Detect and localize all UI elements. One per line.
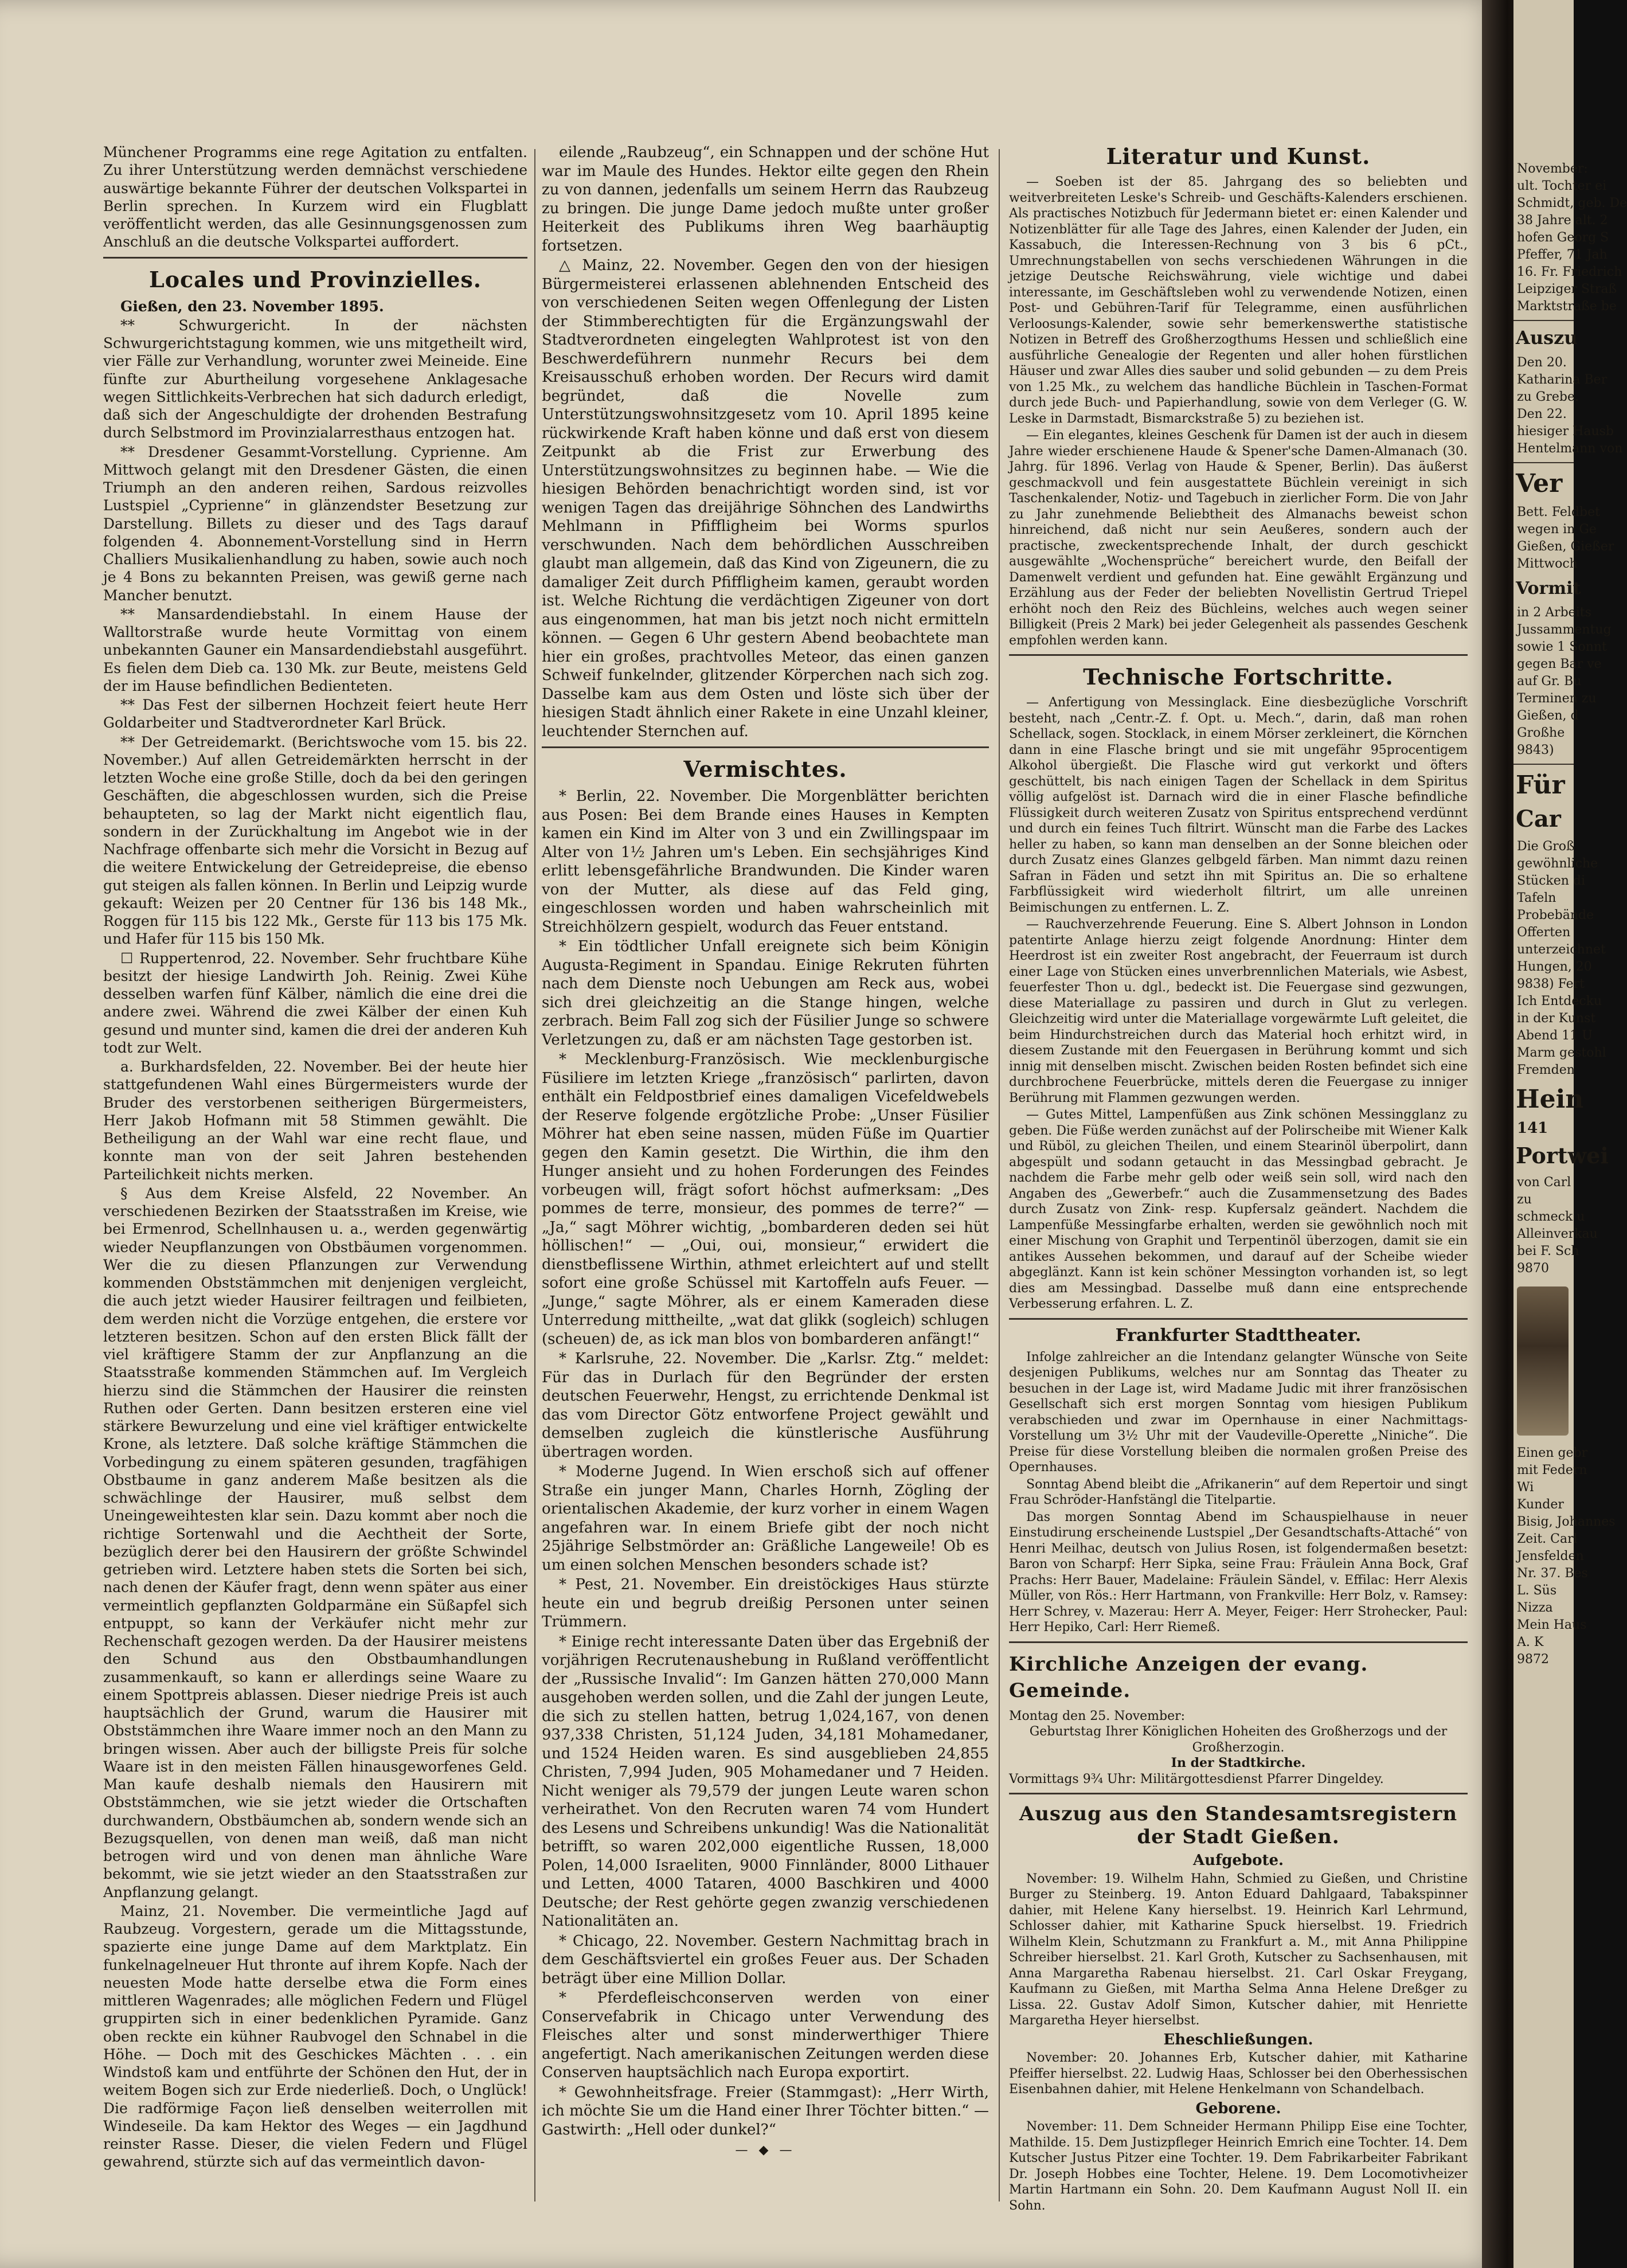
strip-heading: Ver bbox=[1516, 469, 1563, 498]
strip-heading: Für bbox=[1516, 771, 1565, 800]
strip-text-line: 9838) Fert bbox=[1517, 977, 1585, 991]
article-paragraph: * Moderne Jugend. In Wien erschoß sich auf offener Straße ein junger Mann, Charles Hornh, Zögling der orientalischen Akademie, der kurz vorher in einem Wagen angefahren war. In einem Briefe gibt der noch nicht 25jährige Selbstmörder an: Gräßliche Langeweile! Ob es um einen solchen Menschen besonders schade ist? bbox=[542, 1463, 989, 1574]
strip-text-line: Hungen, 20 bbox=[1517, 960, 1592, 974]
article-paragraph: ** Mansardendiebstahl. In einem Hause der Walltorstraße wurde heute Vormittag von einem unbekannten Gauner ein Mansardendiebstahl ausgeführt. Es fielen dem Dieb ca. 130 Mk. zur Beute, meistens Geld der im Hause befindlichen Bedienteten. bbox=[103, 605, 527, 694]
strip-text-line: Zeit. Carl bbox=[1517, 1532, 1578, 1546]
article-paragraph: Infolge zahlreicher an die Intendanz gelangter Wünsche von Seite desjenigen Publikums, welches nur am Sonntag das Theater zu besuchen in der Lage ist, wird Madame Judic mit ihrer französischen Gesellschaft sich erst morgen Sonntag vom hiesigen Publikum verabschieden und zwar im Opernhause in einer Nachmittags-Vorstellung um 3½ Uhr mit der Vaudeville-Operette „Niniche“. Die Preise für diese Vorstellung bleiben die normalen großen Preise des Opernhauses. bbox=[1009, 1350, 1468, 1475]
strip-text-line: Abend 11 U bbox=[1517, 1029, 1593, 1043]
strip-block bbox=[1513, 604, 1612, 759]
strip-heading: Car bbox=[1516, 805, 1561, 832]
chair-illustration bbox=[1517, 1286, 1569, 1436]
section-title-technische: Technische Fortschritte. bbox=[1083, 664, 1394, 690]
intro-paragraph: Münchener Programms eine rege Agitation zu entfalten. Zu ihrer Unterstützung werden demnächst verschiedene auswärtige bekannte Führer der deutschen Volkspartei in Berlin sprechen. In Kurzem wird ein Flugblatt veröffentlicht werden, das alle Gesinnungsgenossen zum Anschluß an die deutsche Volkspartei auffordert. bbox=[103, 144, 527, 251]
section-title-theater: Frankfurter Stadttheater. bbox=[1115, 1325, 1362, 1346]
article-paragraph: ** Das Fest der silbernen Hochzeit feiert heute Herr Goldarbeiter und Stadtverordneter Karl Brück. bbox=[103, 697, 527, 732]
article-paragraph: * Pferdefleischconserven werden von einer Conservefabrik in Chicago unter Verwendung des Fleisches alter und sonst minderwerthiger Thiere angefertigt. Nach amerikanischen Zeitungen werden diese Conserven hauptsächlich nach Europa exportirt. bbox=[542, 1989, 989, 2081]
strip-text-line: Die Groß bbox=[1517, 839, 1575, 854]
divider bbox=[542, 746, 989, 748]
strip-text-line: Schmidt, geb. De bbox=[1517, 196, 1627, 210]
literatur-articles bbox=[1009, 174, 1468, 648]
strip-text-line: 9843) bbox=[1517, 743, 1554, 757]
strip-block bbox=[1513, 1174, 1598, 1277]
strip-text-line: A. K bbox=[1517, 1635, 1544, 1649]
section-title-literatur: Literatur und Kunst. bbox=[1106, 143, 1371, 169]
strip-heading: Auszu bbox=[1516, 327, 1578, 349]
divider bbox=[1009, 1318, 1468, 1320]
church-line: Geburtstag Ihrer Königlichen Hoheiten des Großherzogs und der Großherzogin. bbox=[1029, 1725, 1448, 1755]
geborene-text: November: 11. Dem Schneider Hermann Philipp Eise eine Tochter, Mathilde. 15. Dem Justizpfleger Heinrich Emrich eine Tochter. 14. Dem Kutscher Justus Pitzer eine Tochter. 19. Dem Fabrikarbeiter Fabrikant Dr. Joseph Hobbes eine Tochter, Helene. 19. Dem Locomotivheizer Martin Hartmann ein Sohn. 20. Dem Kaufmann August Noll II. ein Sohn. bbox=[1009, 2120, 1468, 2213]
article-paragraph: * Gewohnheitsfrage. Freier (Stammgast): „Herr Wirth, ich möchte Sie um die Hand einer Ihrer Töchter bitten.“ — Gastwirth: „Hell oder dunkel?“ bbox=[542, 2083, 989, 2138]
church-announcements bbox=[1009, 1708, 1468, 1788]
strip-text-line: Mein Haus bbox=[1517, 1618, 1587, 1632]
adjacent-page-strip bbox=[1513, 0, 1627, 2268]
strip-text-line: gewöhnliche bbox=[1517, 857, 1598, 871]
dateline: Gießen, den 23. November 1895. bbox=[120, 298, 384, 315]
article-paragraph: Das morgen Sonntag Abend im Schauspielhause in neuer Einstudirung erscheinende Lustspiel „Der Gesandtschafts-Attaché“ von Henri Meilhac, deutsch von Julius Rosen, ist folgendermaßen besetzt: Baron von Scharpf: Herr Sipka, seine Frau: Fräulein Anna Bock, Graf Prachs: Herr Bauer, Madelaine: Fräulein Sändel, v. Effilac: Herr Alexis Müller, von Rös.: Herr Hartmann, von Frankville: Herr Bolz, v. Ramsey: Herr Schrey, v. Mazerau: Herr A. Meyer, Feiger: Herr Strohecker, Paul: Herr Hepiko, Carl: Herr Riemeß. bbox=[1009, 1510, 1468, 1634]
strip-block bbox=[1513, 1445, 1616, 1668]
strip-text-line: 9870 bbox=[1517, 1261, 1549, 1276]
strip-text-line: Bett. Feldbet bbox=[1517, 505, 1600, 519]
divider bbox=[1513, 764, 1574, 765]
strip-heading: Hein bbox=[1516, 1085, 1584, 1114]
article-paragraph: * Berlin, 22. November. Die Morgenblätter berichten aus Posen: Bei dem Brande eines Hauses in Kempten kamen ein Kind im Alter von 3 und ein Zwillingspaar im Alter von 1½ Jahren um's Leben. Ein sechsjähriges Kind erlitt lebensgefährliche Brandwunden. Die Kinder waren von der Mutter, als diese auf das Feld ging, eingeschlossen worden und haben wahrscheinlich mit Streichhölzern gespielt, wodurch das Feuer entstand. bbox=[542, 788, 989, 936]
strip-text-line: wegen in Ge bbox=[1517, 522, 1597, 537]
divider bbox=[103, 257, 527, 259]
article-paragraph: ☐ Ruppertenrod, 22. November. Sehr fruchtbare Kühe besitzt der hiesige Landwirth Joh. Reinig. Zwei Kühe desselben warfen fünf Kälber, nämlich die eine drei die andere zwei. Während die zwei Kälber der einen Kuh gesund und munter sind, kamen die drei der anderen Kuh todt zur Welt. bbox=[103, 949, 527, 1056]
strip-text-line: Pfeffer, 71 Jah bbox=[1517, 248, 1608, 262]
subhead-aufgebote: Aufgebote. bbox=[1192, 1852, 1284, 1869]
strip-text-line: Gießen, Gießer bbox=[1517, 539, 1614, 554]
strip-block bbox=[1513, 354, 1623, 457]
strip-text-line: Den 22. bbox=[1517, 407, 1567, 421]
strip-block bbox=[1513, 993, 1606, 1079]
article-paragraph: * Mecklenburg-Französisch. Wie mecklenburgische Füsiliere im letzten Kriege „französisch“ parlirten, davon enthält ein Feldpostbrief eines damaligen Vicefeldwebels der Reserve folgende ergötzliche Probe: „Unser Füsilier Möhrer hat eben seine nassen, müden Füße im Quartier gegen den Kamin gesetzt. Die Wirthin, die ihm den Hunger ansieht und zu hohen Forderungen des Feindes vorbeugen will, frägt sofort höchst aufmerksam: „Des pommes de terre, monsieur, des pommes de terre?“ — „Ja,“ sagt Möhrer wichtig, „bombarderen deden sei hüt höllischen!“ — „Oui, oui, monsieur,“ erwidert die dienstbeflissene Wirthin, athmet erleichtert auf und stellt sofort eine große Schüssel mit Kartoffeln aufs Feuer. — „Junge,“ sagte Möhrer, als er einem Kameraden diese Unterredung mittheilte, „wat dat glikk (sogleich) schlugen (scheuen) de, as ick man blos von bombarderen anfängt!“ bbox=[542, 1051, 989, 1348]
article-paragraph: — Rauchverzehrende Feuerung. Eine S. Albert Johnson in London patentirte Anlage hierzu zeigt folgende Anordnung: Hinter dem Heerdrost ist ein zweiter Rost angebracht, der Feuerraum ist durch einer Lage von Stücken eines unverbrennlichen Materials, wie Asbest, feuerfester Thon u. dgl., bedeckt ist. Die Feuergase sind gezwungen, diese Materiallage zu passiren und durch in Glut zu verlegen. Gleichzeitig wird unter die Materiallage vorgewärmte Luft geleitet, die beim Hindurchstreichen durch das Material hoch erhitzt wird, in diesem Zustande mit den Feuergasen in Berührung kommt und sich innig mit denselben mischt. Zwischen beiden Rosten befindet sich eine durchbrochene Feuerbrücke, mittels deren die Feuergase zu inniger Berührung mit Flammen gezwungen werden. bbox=[1009, 917, 1468, 1105]
article-paragraph: * Chicago, 22. November. Gestern Nachmittag brach in dem Geschäftsviertel ein großes Feuer aus. Der Schaden beträgt über eine Million Dollar. bbox=[542, 1932, 989, 1987]
strip-text-line: auf Gr. Bu bbox=[1517, 674, 1582, 689]
vermischtes-articles bbox=[542, 787, 989, 2139]
church-line: Vormittags 9¾ Uhr: Militärgottesdienst Pfarrer Dingeldey. bbox=[1009, 1772, 1384, 1786]
strip-text-line: Alleinverkau bbox=[1517, 1227, 1598, 1241]
strip-text-line: Ich Entdecku bbox=[1517, 994, 1602, 1008]
strip-block bbox=[1513, 504, 1614, 573]
strip-text-line: Bisig, Johannes bbox=[1517, 1515, 1616, 1529]
strip-text-line: gegen Bar ve bbox=[1517, 657, 1602, 671]
strip-text-line: mit Federn bbox=[1517, 1463, 1587, 1477]
strip-text-line: Einen gebr bbox=[1517, 1446, 1588, 1460]
strip-text-line: Stücken di bbox=[1517, 874, 1586, 888]
strip-text-line: in 2 Arbeits bbox=[1517, 605, 1591, 620]
article-paragraph: * Pest, 21. November. Ein dreistöckiges Haus stürzte heute ein und begrub dreißig Personen unter seinen Trümmern. bbox=[542, 1576, 989, 1630]
strip-text-line: unterzeichnet bbox=[1517, 943, 1606, 957]
technische-articles bbox=[1009, 695, 1468, 1312]
article-paragraph: — Anfertigung von Messinglack. Eine diesbezügliche Vorschrift besteht, nach „Centr.-Z. f. Opt. u. Mech.“, darin, daß man rohen Schellack, sogen. Stocklack, in einem Mörser zerkleinert, die Körnchen dann in eine Flasche bringt und sie mit ungefähr 95procentigem Alkohol übergießt. Die Flasche wird gut verkorkt und öfters geschüttelt, bis nach einigen Tagen der Schellack in dem Spiritus völlig aufgelöst ist. Darnach wird die in einer Flasche befindliche Flüssigkeit durch weiteren Zusatz von Spiritus entsprechend verdünnt und durch ein feines Tuch filtrirt. Wünscht man die Farbe des Lackes heller zu haben, so kann man denselben an der Sonne bleichen oder durch Zusatz eines Glanzes gelbgeld färben. Man nimmt dazu reinen Safran in Fäden und setzt ihn mit Spiritus an. Die so erhaltene Farbflüssigkeit wird wiederholt filtrirt, um alle unreinen Beimischungen zu entfernen. L. Z. bbox=[1009, 695, 1468, 915]
article-paragraph: ** Dresdener Gesammt-Vorstellung. Cyprienne. Am Mittwoch gelangt mit den Dresdener Gästen, die einen Triumph an den anderen reihen, Sardous reizvolles Lustspiel „Cyprienne“ in glänzendster Besetzung zur Darstellung. Billets zu dieser und des Tags darauf folgenden 4. Abonnement-Vorstellung sind in Herrn Challiers Musikalienhandlung zu haben, sowie auch noch je 4 Bons zu bekannten Preisen, was gewiß gerne nach Mancher benutzt. bbox=[103, 443, 527, 604]
strip-text-line: zu bbox=[1517, 1192, 1532, 1207]
strip-text-line: sowie 1 Sonnt bbox=[1517, 640, 1607, 654]
strip-text-line: Leipziger Straß bbox=[1517, 282, 1617, 296]
strip-text-line: hiesiger Hausb bbox=[1517, 424, 1614, 439]
continued-articles bbox=[542, 143, 989, 741]
section-title-vermischtes: Vermischtes. bbox=[683, 756, 847, 782]
article-paragraph: ** Der Getreidemarkt. (Berichtswoche vom 15. bis 22. November.) Auf allen Getreidemärkten herrscht in der letzten Woche eine große Stille, doch da bei den geringen Geschäften, die abgeschlossen wurden, sich die Preise behaupteten, so lag der Markt nicht eigentlich flau, sondern in der Zurückhaltung im Angebot wie in der Nachfrage offenbarte sich mehr die Vorsicht in Bezug auf die weitere Entwickelung der Getreidepreise, die ebenso gut steigen als fallen können. In Berlin und Leipzig wurde gekauft: Weizen per 20 Centner für 136 bis 148 Mk., Roggen für 115 bis 122 Mk., Gerste für 113 bis 175 Mk. und Hafer für 115 bis 150 Mk. bbox=[103, 733, 527, 948]
strip-text-line: L. Süs bbox=[1517, 1583, 1557, 1598]
article-paragraph: eilende „Raubzeug“, ein Schnappen und der schöne Hut war im Maule des Hundes. Hektor eilte gegen den Rhein zu von dannen, jedenfalls um seinem Herrn das Raubzeug zu bringen. Die junge Dame jedoch mußte unter großer Heiterkeit des Publikums ihren Weg baarhäuptig fortsetzen. bbox=[542, 144, 989, 255]
strip-text-line: 9872 bbox=[1517, 1652, 1549, 1667]
column-rule bbox=[534, 149, 535, 2201]
article-paragraph: — Gutes Mittel, Lampenfüßen aus Zink schönen Messingglanz zu geben. Die Füße werden zunächst auf der Polirscheibe mit Wiener Kalk und Rüböl, zu gleichen Theilen, und einem Stearinöl überpolirt, dann abgespült und sodann getaucht in das Messingbad gebracht. Je nachdem die Farbe mehr gelb oder weiß sein soll, wird nach den Angaben des „Gewerbefr.“ auch die Zusammensetzung des Bades durch Zusatz von Zink- resp. Kupfersalz geändert. Nachdem die Lampenfüße Messingfarbe erhalten, werden sie gewöhnlich noch mit einer Mischung von Graphit und Terpentinöl überzogen, damit sie ein antikes Aussehen bekommen, und darauf auf der Scheibe wieder abgeglänzt. Kann ist kein schöner Messington vorhanden ist, so legt dies am Messingbad. Dasselbe muß dann eine entsprechende Verbesserung erfahren. L. Z. bbox=[1009, 1108, 1468, 1311]
theater-articles bbox=[1009, 1350, 1468, 1636]
strip-text-line: ult. Tochter ei bbox=[1517, 179, 1607, 193]
strip-text-line: schmeck u bbox=[1517, 1210, 1585, 1224]
strip-text-line: zu Grebe. bbox=[1517, 390, 1579, 404]
strip-text-line: Marm gestohl bbox=[1517, 1046, 1606, 1060]
column-3 bbox=[1009, 143, 1468, 2215]
article-paragraph: — Soeben ist der 85. Jahrgang des so beliebten und weitverbreiteten Leske's Schreib- und Geschäfts-Kalenders erschienen. Als practisches Notizbuch für Jedermann bietet er: einen Kalender und Notizenblätter für alle Tage des Jahres, einen Kalender der Juden, ein Kassabuch, die Interessen-Rechnung von 3 bis 6 pCt., Umrechnungstabellen von sechs verschiedenen Währungen in die jetzige Deutsche Reichswährung, viele wichtige und dabei interessante, im Geschäftsleben wohl zu verwendende Notizen, einen Post- und Gebühren-Tarif für Telegramme, einen ausführlichen Verloosungs-Kalender, sowie sehr bemerkenswerthe statistische Notizen in Betreff des Großherzogthums Hessen und schließlich eine ausführliche Genealogie der Regenten und aller hohen fürstlichen Häuser und zwar Alles dies sauber und solid gebunden — zu dem Preis von 1.25 Mk., zu welchem das handliche Büchlein in Taschen-Format durch jede Buch- und Papierhandlung, sowie von dem Verleger (G. W. Leske in Darmstadt, Bismarckstraße 5) zu beziehen ist. bbox=[1009, 175, 1468, 426]
strip-block bbox=[1513, 838, 1606, 993]
aufgebote-text: November: 19. Wilhelm Hahn, Schmied zu Gießen, und Christine Burger zu Steinberg. 19. Anton Eduard Dahlgaard, Tabakspinner dahier, mit Helene Kany hierselbst. 19. Heinrich Karl Lehrmund, Schlosser dahier, mit Katharine Spuck hierselbst. 19. Friedrich Wilhelm Klein, Schutzmann zu Frankfurt a. M., mit Anna Philippine Schreiber hierselbst. 21. Karl Groth, Kutscher zu Sachsenhausen, mit Anna Margaretha Rabenau hierselbst. 21. Carl Oskar Freygang, Kaufmann zu Gießen, mit Martha Selma Anna Helene Dreßger zu Lissa. 22. Gustav Adolf Simon, Kutscher dahier, mit Henriette Margaretha Heyer hierselbst. bbox=[1009, 1871, 1468, 2028]
strip-heading: Vormit bbox=[1516, 578, 1581, 599]
strip-text-line: Jussammentug bbox=[1517, 623, 1612, 637]
article-paragraph: * Karlsruhe, 22. November. Die „Karlsr. Ztg.“ meldet: Für das in Durlach für den Begründer der ersten deutschen Feuerwehr, Hengst, zu errichtende Denkmal ist das vom Director Götz entworfene Project gewählt und demselben zugleich die künstlerische Ausführung übertragen worden. bbox=[542, 1350, 989, 1461]
article-paragraph: * Ein tödtlicher Unfall ereignete sich beim Königin Augusta-Regiment in Spandau. Einige Rekruten führten nach dem Dienste noch Uebungen am Reck aus, wobei sich drei gleichzeitig an die Stange hingen, welche zerbrach. Beim Fall zog sich der Füsilier Junge so schwere Verletzungen zu, daß er am nächsten Tage gestorben ist. bbox=[542, 938, 989, 1049]
strip-text-line: Nizza bbox=[1517, 1601, 1553, 1615]
strip-text-line: Terminen zu bbox=[1517, 691, 1597, 706]
strip-text-line: Großhe bbox=[1517, 726, 1565, 740]
strip-text-line: Wi bbox=[1517, 1480, 1534, 1495]
divider bbox=[1009, 654, 1468, 656]
article-paragraph: a. Burkhardsfelden, 22. November. Bei der heute hier stattgefundenen Wahl eines Bürgermeisters wurde der Bruder des verstorbenen seitherigen Bürgermeisters, Herr Jakob Hofmann mit 58 Stimmen gewählt. Die Betheiligung an der Wahl war eine recht flaue, und konnte man von der seit Jahren bestehenden Parteilichkeit nichts merken. bbox=[103, 1058, 527, 1183]
column-rule bbox=[999, 149, 1000, 2201]
column-1 bbox=[103, 143, 527, 2172]
strip-text-line: Fremden bbox=[1517, 1063, 1575, 1077]
subhead-eheschliessungen: Eheschließungen. bbox=[1163, 2031, 1313, 2048]
strip-text-line: in der Kunst bbox=[1517, 1011, 1596, 1026]
divider bbox=[1009, 1641, 1468, 1643]
strip-text-line: Katharina Ber bbox=[1517, 373, 1608, 387]
strip-text-line: Mittwoch bbox=[1517, 557, 1578, 571]
article-paragraph: — Ein elegantes, kleines Geschenk für Damen ist der auch in diesem Jahre wieder erschienene Haude & Spener'sche Damen-Almanach (30. Jahrg. für 1896. Verlag von Haude & Spener, Berlin). Das äußerst geschmackvoll und fein ausgestattete Büchlein vereinigt in sich Taschenkalender, Notiz- und Tagebuch in zierlicher Form. Die von Jahr zu Jahr zunehmende Beliebtheit des Almanachs beweist schon hinreichend, daß nicht nur sein Aeußeres, sondern auch der practische, zweckentsprechende Inhalt, der durch geschickt ausgewählte „Wochensprüche“ bereichert wurde, den Beifall der Damenwelt verdient und gefunden hat. Eine gewählt Ergänzung und Erzählung aus der Feder der beliebten Novellistin Gertrud Triepel erhöht noch den Reiz des Büchleins, welches auch wegen seiner Billigkeit (Preis 2 Mark) bei jeder Gelegenheit als passendes Geschenk empfohlen werden kann. bbox=[1009, 428, 1468, 648]
eheschliessungen-text: November: 20. Johannes Erb, Kutscher dahier, mit Katharine Pfeiffer hierselbst. 22. Ludwig Haas, Schlosser bei den Oberhessischen Eisenbahnen dahier, mit Helene Henkelmann von Schandelbach. bbox=[1009, 2051, 1468, 2097]
article-paragraph: § Aus dem Kreise Alsfeld, 22 November. An verschiedenen Bezirken der Staatsstraßen im Kreise, wie bei Ermenrod, Schellnhausen u. a., werden gegenwärtig wieder Neupflanzungen von Obstbäumen vorgenommen. Wer die zu diesen Pflanzungen zur Verwendung kommenden Obststämmchen mit denjenigen vergleicht, die auch jetzt wieder Hausirer feiltragen und feilbieten, dem werden nicht die Vorzüge entgehen, die erstere vor letzteren besitzen. Schon auf den ersten Blick fällt der viel kräftigere Stamm der zur Anpflanzung an die Staatsstraße kommenden Stämmchen auf. Im Vergleich hierzu sind die Stämmchen der Hausirer die reinsten Ruthen oder Gerten. Dann besitzen ersteren eine viel stärkere Bewurzelung und eine viel kräftiger entwickelte Krone, als letztere. Daß solche kräftige Stämmchen die Vorbedingung zu einem späteren gesunden, tragfähigen Obstbaume in ganz anderem Maße besitzen als die schwächlinge der Hausirer, muß selbst dem Uneingeweihtesten klar sein. Dazu kommt aber noch die richtige Sortenwahl und die Aechtheit der Sorte, bezüglich derer bei den Hausirern der größte Schwindel getrieben wird. Letztere haben stets die Sorten bei sich, nach denen der Käufer fragt, denn wenn später aus einer vermeintlich gepflanzten Goldparmäne ein Süßapfel sich entpuppt, so kann der Verkäufer nicht mehr zur Rechenschaft gezogen werden. Da der Hausirer meistens den Schund aus den Obstbaumhandlungen zusammenkauft, so kann er allerdings seine Waare zu einem Spottpreis ablassen. Dieser niedrige Preis ist auch hauptsächlich der Grund, warum die Hausirer mit Obststämmchen ihre Waare immer noch an den Mann zu bringen wissen. Aber auch der billigste Preis für solche Waare ist in den meisten Fällen hinausgeworfenes Geld. Man kaufe deshalb niemals den Hausirern mit Obststämmchen, wie sie jetzt wieder die Ortschaften durchwandern, Obstbäumchen ab, sondern wende sich an Bezugsquellen, von denen man weiß, daß man nicht betrogen wird und von denen man ähnliche Ware bekommt, wie sie jetzt wieder an den Staatsstraßen zur Anpflanzung gelangt. bbox=[103, 1184, 527, 1901]
strip-text-line: Probebände bbox=[1517, 908, 1594, 922]
strip-heading: Portwei bbox=[1516, 1143, 1609, 1168]
section-title-kirchliche: Kirchliche Anzeigen der evang. Gemeinde. bbox=[1009, 1652, 1368, 1702]
divider bbox=[1513, 462, 1574, 463]
strip-text-line: Hentelmann von bbox=[1517, 441, 1623, 456]
article-paragraph: Sonntag Abend bleibt die „Afrikanerin“ auf dem Repertoir und singt Frau Schröder-Hanfstängl die Titelpartie. bbox=[1009, 1477, 1468, 1507]
strip-text-line: Tafeln bbox=[1517, 891, 1556, 905]
article-paragraph: △ Mainz, 22. November. Gegen den von der hiesigen Bürgermeisterei erlassenen ablehnenden Entscheid des von verschiedenen Seiten wegen Offenlegung der Listen der Stimmberechtigten für die Ergänzungswahl der Stadtverordneten eingelegten Wahlprotest ist von den Beschwerdeführern nunmehr Recurs bei dem Kreisausschuß erhoben worden. Der Recurs wird damit begründet, daß die Novelle zum Unterstützungswohnsitzgesetz vom 10. April 1895 keine rückwirkende Kraft haben könne und daß erst von diesem Zeitpunkt ab die Frist zur Erwerbung des Unterstützungswohnsitzes zu beginnen habe. — Wie die hiesigen Behörden benachrichtigt worden sind, ist vor wenigen Tagen das dreijährige Söhnchen des Landwirths Mehlmann in Pfiffligheim bei Worms spurlos verschwunden. Nach dem behördlichen Ausschreiben glaubt man allgemein, daß das Kind von Zigeunern, die zu damaliger Zeit durch Pfiffligheim kamen, geraubt worden ist. Welche Richtung die verdächtigen Zigeuner von dort aus eingenommen, hat man bis jetzt noch nicht ermitteln können. — Gegen 6 Uhr gestern Abend beobachtete man hier ein großes, prachtvolles Meteor, das einen ganzen Schweif funkelnder, glitzender Körperchen nach sich zog. Dasselbe kam aus dem Osten und löste sich über der hiesigen Stadt ähnlich einer Rakete in eine Unzahl kleiner, leuchtender Sternchen auf. bbox=[542, 257, 989, 740]
strip-text-line: Nr. 37. Bes bbox=[1517, 1566, 1588, 1581]
strip-text-line: Den 20. bbox=[1517, 355, 1567, 370]
strip-text-line: von Carl bbox=[1517, 1175, 1571, 1190]
church-line: In der Stadtkirche. bbox=[1171, 1755, 1306, 1770]
strip-number: 141 bbox=[1517, 1120, 1548, 1137]
strip-text-line: November: bbox=[1517, 162, 1588, 176]
strip-text-line: Gießen, d bbox=[1517, 709, 1579, 723]
strip-text-line: Offerten bbox=[1517, 925, 1571, 940]
article-paragraph: ** Schwurgericht. In der nächsten Schwurgerichtstagung kommen, wie uns mitgetheilt wird, vier Fälle zur Verhandlung, worunter zwei Meineide. Eine fünfte zur Aburtheilung vorgesehene Anklagesache wegen Sittlichkeits-Verbrechen hat sich dadurch erledigt, daß sich der Angeschuldigte der drohenden Bestrafung durch Selbstmord im Provinzialarresthaus entzogen hat. bbox=[103, 316, 527, 441]
strip-block bbox=[1513, 161, 1627, 315]
strip-text-line: bei F. Sch bbox=[1517, 1244, 1579, 1258]
strip-text-line: Kunder bbox=[1517, 1497, 1564, 1512]
section-title-standesamt: Auszug aus den Standesamtsregistern der Stadt Gießen. bbox=[1019, 1802, 1458, 1848]
locales-articles bbox=[103, 316, 527, 2171]
strip-text-line: hofen Georg S bbox=[1517, 230, 1609, 245]
strip-text-line: Jensfelden bbox=[1517, 1549, 1584, 1563]
subhead-geborene: Geborene. bbox=[1195, 2099, 1281, 2117]
divider bbox=[1513, 320, 1574, 321]
divider bbox=[1009, 1793, 1468, 1794]
column-2 bbox=[542, 143, 989, 2163]
strip-text-line: 38 Jahre alt. 2 bbox=[1517, 213, 1608, 228]
church-line: Montag den 25. November: bbox=[1009, 1708, 1186, 1723]
article-paragraph: Mainz, 21. November. Die vermeintliche Jagd auf Raubzeug. Vorgestern, gerade um die Mittagsstunde, spazierte eine junge Dame auf dem Marktplatz. Ein funkelnagelneuer Hut thronte auf ihrem Kopfe. Nach der neuesten Mode hatte derselbe etwa die Form eines mittleren Wagenrades; alle möglichen Federn und Flügel gruppirten sich in einer bedenklichen Pyramide. Ganz oben reckte ein kühner Raubvogel den Schnabel in die Höhe. — Doch mit des Geschickes Mächten . . . ein Windstoß kam und entführte der Schönen den Hut, der in weitem Bogen sich zur Erde niederließ. Doch, o Unglück! Die radförmige Façon ließ denselben weiterrollen mit Windeseile. Da kam Hektor des Weges — ein Jagdhund reinster Rasse. Dieser, die vielen Federn und Flügel gewahrend, stürzte sich auf das vermeintlich davon- bbox=[103, 1902, 527, 2171]
strip-text-line: Marktstraße be bbox=[1517, 299, 1617, 314]
article-paragraph: * Einige recht interessante Daten über das Ergebniß der vorjährigen Recrutenaushebung in Rußland veröffentlicht der „Russische Invalid“: Im Ganzen hätten 270,000 Mann ausgehoben werden sollen, und die Zahl der jungen Leute, die sich zu stellen hatten, betrug 1,024,167, von denen 937,338 Christen, 51,124 Juden, 34,181 Mohamedaner, und 1524 Heiden waren. Es sind ausgeblieben 24,855 Christen, 7,994 Juden, 905 Mohamedaner und 7 Heiden. Nicht weniger als 79,579 der jungen Leute waren schon verheirathet. Von den Recruten waren 74 vom Hundert des Lesens und Schreibens unkundig! Was die Nationalität betrifft, so waren 202,000 eigentliche Russen, 18,000 Polen, 14,000 Israeliten, 9000 Finnländer, 8000 Lithauer und Letten, 4000 Tataren, 4000 Baschkiren und 4000 Deutsche; der Rest gehörte gegen zwanzig verschiedenen Nationalitäten an. bbox=[542, 1633, 989, 1930]
section-title-locales: Locales und Provinzielles. bbox=[148, 266, 482, 292]
strip-text-line: 16. Fr. Friedrich bbox=[1517, 265, 1622, 279]
end-ornament: — ◆ — bbox=[735, 2143, 796, 2157]
